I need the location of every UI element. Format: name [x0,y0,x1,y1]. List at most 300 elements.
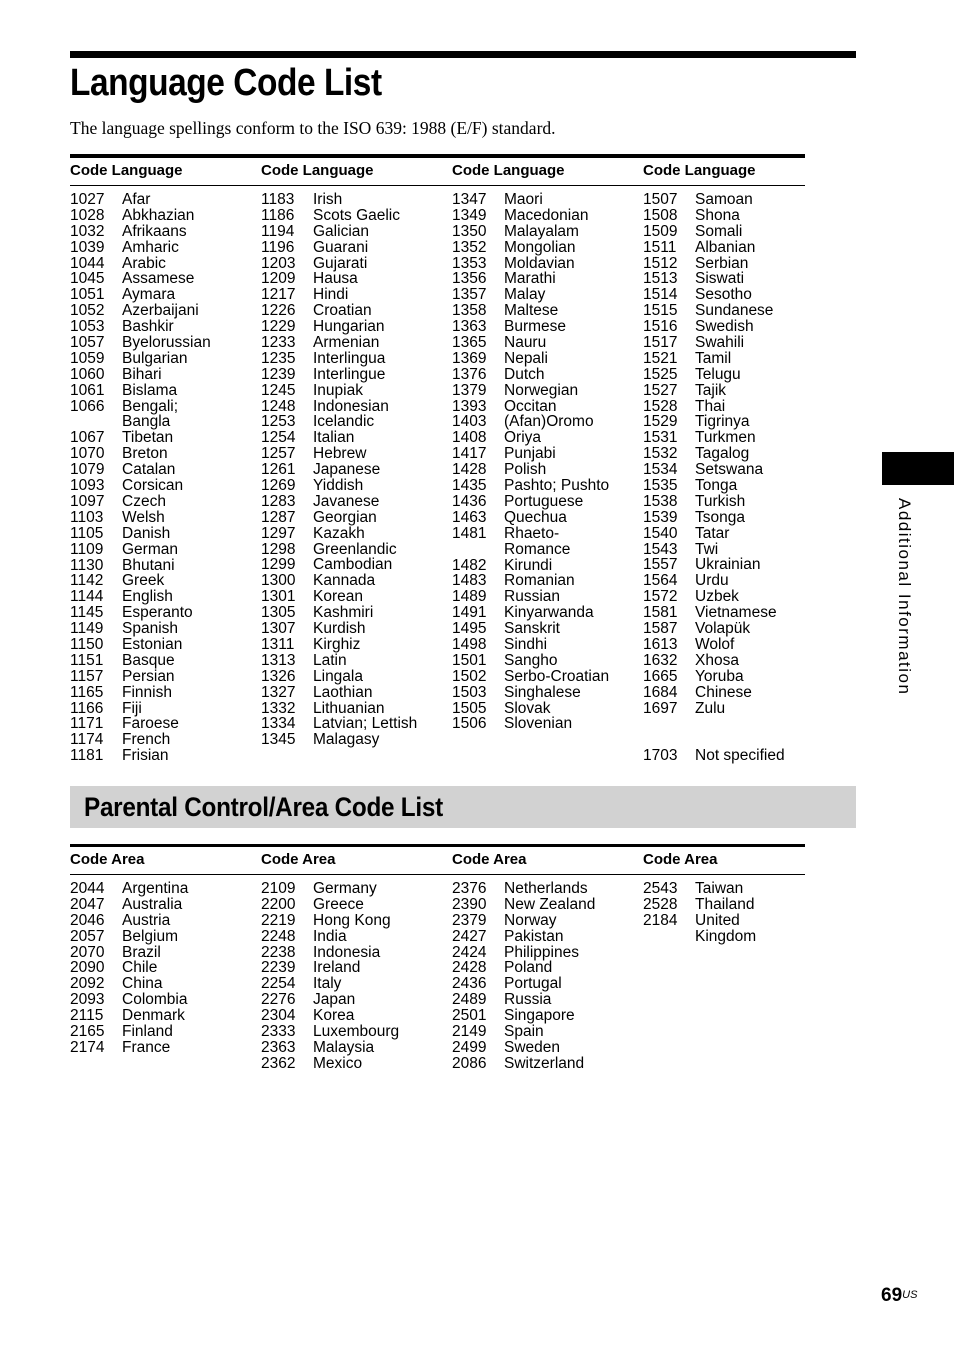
code-value: 2238 [261,943,296,961]
page-number-suffix: US [902,1289,918,1301]
code-value: 1581 [643,604,678,622]
code-value: 1557 [643,556,678,574]
code-value: 1435 [452,477,487,495]
code-value: 1528 [643,397,678,415]
name-value: New Zealand [504,895,596,913]
code-value: 1287 [261,508,296,526]
name-value: Hausa [313,270,358,288]
name-value: Catalan [122,461,176,479]
name-value: Persian [122,667,175,685]
name-value: Inupiak [313,381,363,399]
name-value: Tibetan [122,429,174,447]
name-value: Mexico [313,1054,363,1072]
name-value: Volapük [695,620,751,638]
code-value: 1196 [261,238,295,256]
name-value: Vietnamese [695,604,777,622]
code-value: 1297 [261,524,296,542]
code-value: 2174 [70,1038,105,1056]
code-value: 1061 [70,381,105,399]
name-value: Macedonian [504,206,589,224]
code-value: 1347 [452,191,487,208]
code-value: 1417 [452,445,487,463]
name-value: Lithuanian [313,699,385,717]
name-value: Telugu [695,365,741,383]
name-value: Twi [695,540,719,558]
code-value: 1044 [70,254,105,272]
code-value: 1305 [261,604,296,622]
name-value: Singhalese [504,683,581,701]
code-value: 1183 [261,191,295,208]
name-value: Kashmiri [313,604,374,622]
name-value: Yiddish [313,477,364,495]
code-value: 2086 [452,1054,487,1072]
name-value: Wolof [695,635,735,653]
code-value: 2093 [70,991,105,1009]
name-value: Australia [122,895,183,913]
page-title: Language Code List [70,62,382,104]
name-value: Korea [313,1007,355,1025]
name-value: German [122,540,178,558]
code-value: 1327 [261,683,296,701]
code-value: 2276 [261,991,296,1009]
code-value: 1109 [70,540,104,558]
code-value: 1498 [452,635,487,653]
code-value: 2501 [452,1007,487,1025]
code-value: 1059 [70,349,105,367]
name-value: Lingala [313,667,363,685]
name-value: Tamil [695,349,732,367]
code-value: 1489 [452,588,487,606]
name-value: Setswana [695,461,764,479]
name-value: United Kingdom [695,911,757,945]
name-value: Sangho [504,651,558,669]
code-value: 1517 [643,334,678,352]
name-value: Arabic [122,254,166,272]
code-value: 1514 [643,286,678,304]
column-header: Code Language [261,162,374,179]
name-value: Xhosa [695,651,739,669]
code-value: 2436 [452,975,487,993]
name-value: Singapore [504,1007,575,1025]
name-value: Basque [122,651,175,669]
code-value: 1369 [452,349,487,367]
name-value: Marathi [504,270,556,288]
name-value: Czech [122,492,166,510]
name-value: Pakistan [504,927,564,945]
name-value: Oriya [504,429,542,447]
code-value: 1509 [643,222,678,240]
name-value: Hong Kong [313,911,391,929]
code-value: 1300 [261,572,296,590]
code-value: 2109 [261,880,296,897]
code-value: 1365 [452,334,487,352]
code-value: 1516 [643,318,678,336]
table-top-rule [70,154,805,158]
name-value: Frisian [122,747,169,765]
code-value: 1521 [643,349,678,367]
name-value: Croatian [313,302,372,320]
name-value: Russian [504,588,560,606]
code-value: 1209 [261,270,296,288]
name-value: Greece [313,895,364,913]
code-value: 1070 [70,445,105,463]
table-top-rule [70,844,805,847]
name-value: Danish [122,524,171,542]
name-value: Italian [313,429,355,447]
code-value: 1357 [452,286,487,304]
name-value: Siswati [695,270,745,288]
code-value: 1495 [452,620,487,638]
code-value: 1393 [452,397,487,415]
name-value: Belgium [122,927,178,945]
name-value: Moldavian [504,254,575,272]
name-value: Kannada [313,572,376,590]
code-value: 1534 [643,461,678,479]
code-value: 1505 [452,699,487,717]
code-value: 1254 [261,429,296,447]
code-value: 1166 [70,699,104,717]
code-value: 2219 [261,911,296,929]
name-value: Indonesian [313,397,389,415]
code-value: 1379 [452,381,487,399]
code-value: 1067 [70,429,105,447]
code-value: 1532 [643,445,678,463]
code-value: 1313 [261,651,296,669]
code-value: 2092 [70,975,105,993]
code-value: 2528 [643,895,678,913]
code-value: 1527 [643,381,678,399]
name-value: Icelandic [313,413,375,431]
name-value: Laothian [313,683,373,701]
code-value: 1045 [70,270,105,288]
name-value: Fiji [122,699,142,717]
name-value: Faroese [122,715,179,733]
code-value: 1283 [261,492,296,510]
code-value: 1105 [70,524,104,542]
name-value: English [122,588,173,606]
name-value: Javanese [313,492,380,510]
name-value: Dutch [504,365,545,383]
name-value: Slovak [504,699,551,717]
code-value: 1229 [261,318,296,336]
code-value: 1053 [70,318,105,336]
name-value: Afrikaans [122,222,187,240]
name-value: Malagasy [313,731,380,749]
name-value: Tatar [695,524,730,542]
name-value: Pashto; Pushto [504,477,610,495]
code-value: 1515 [643,302,678,320]
name-value: Italy [313,975,342,993]
name-value: Quechua [504,508,567,526]
code-value: 1703 [643,747,678,765]
side-tab-label: Additional Information [895,498,914,696]
name-value: Abkhazian [122,206,195,224]
code-value: 1217 [261,286,296,304]
column-header: Code Area [643,851,718,868]
code-value: 1503 [452,683,487,701]
code-value: 2057 [70,927,105,945]
code-value: 1481 [452,524,487,542]
code-value: 1334 [261,715,296,733]
name-value: Slovenian [504,715,573,733]
code-value: 2070 [70,943,105,961]
code-value: 1151 [70,651,104,669]
code-value: 1491 [452,604,487,622]
code-value: 1352 [452,238,487,256]
name-value: Kazakh [313,524,365,542]
name-value: Occitan [504,397,557,415]
code-value: 2427 [452,927,487,945]
name-value: Poland [504,959,553,977]
code-value: 1587 [643,620,678,638]
code-value: 1165 [70,683,104,701]
section-title: Parental Control/Area Code List [84,792,443,822]
code-value: 1511 [643,238,677,256]
page-number [881,1285,917,1307]
code-value: 1052 [70,302,105,320]
code-value: 1144 [70,588,104,606]
name-value: Kurdish [313,620,366,638]
code-value: 1376 [452,365,487,383]
name-value: Corsican [122,477,184,495]
code-value: 1027 [70,191,105,208]
name-value: Armenian [313,334,380,352]
name-value: Serbian [695,254,749,272]
name-value: Austria [122,911,171,929]
name-value: Russia [504,991,552,1009]
code-value: 1358 [452,302,487,320]
name-value: Welsh [122,508,165,526]
code-value: 2184 [643,911,678,929]
code-value: 1543 [643,540,678,558]
name-value: India [313,927,347,945]
code-value: 2428 [452,959,487,977]
name-value: Urdu [695,572,729,590]
code-value: 1525 [643,365,678,383]
name-value: Greek [122,572,165,590]
name-value: Aymara [122,286,176,304]
name-value: Breton [122,445,168,463]
name-value: Japanese [313,461,381,479]
name-value: Sundanese [695,302,774,320]
name-value: France [122,1038,171,1056]
name-value: Sesotho [695,286,752,304]
name-value: Portuguese [504,492,584,510]
name-value: Irish [313,191,343,208]
name-value: Somali [695,222,743,240]
name-value: Kirghiz [313,635,361,653]
code-value: 1513 [643,270,678,288]
name-value: Sanskrit [504,620,560,638]
intro-text: The language spellings conform to the ISO 639: 1988 (E/F) standard. [70,118,556,138]
code-value: 2165 [70,1023,105,1041]
name-value: Malayalam [504,222,579,240]
name-value: Albanian [695,238,756,256]
code-value: 1506 [452,715,487,733]
code-value: 1226 [261,302,296,320]
code-value: 1039 [70,238,105,256]
code-value: 1079 [70,461,105,479]
code-value: 1564 [643,572,678,590]
code-value: 1529 [643,413,678,431]
code-value: 2543 [643,880,678,897]
name-value: Norway [504,911,557,929]
name-value: Galician [313,222,369,240]
name-value: Bihari [122,365,162,383]
name-value: Malay [504,286,546,304]
name-value: Guarani [313,238,369,256]
code-value: 2200 [261,895,296,913]
code-value: 2046 [70,911,105,929]
code-value: 1093 [70,477,105,495]
name-value: Polish [504,461,547,479]
name-value: Philippines [504,943,579,961]
name-value: Malaysia [313,1038,375,1056]
name-value: Sweden [504,1038,561,1056]
name-value: Korean [313,588,363,606]
name-value: Portugal [504,975,562,993]
code-value: 1463 [452,508,487,526]
name-value: Maltese [504,302,559,320]
name-value: Interlingua [313,349,386,367]
code-value: 2248 [261,927,296,945]
code-value: 1253 [261,413,296,431]
name-value: Norwegian [504,381,579,399]
name-value: Cambodian [313,556,393,574]
code-value: 2115 [70,1007,104,1025]
name-value: Bulgarian [122,349,188,367]
code-value: 1051 [70,286,105,304]
code-value: 2333 [261,1023,296,1041]
code-value: 1508 [643,206,678,224]
code-value: 1540 [643,524,678,542]
name-value: Romanian [504,572,575,590]
area-code-table [70,844,805,1084]
name-value: (Afan)Oromo [504,413,594,431]
code-value: 1353 [452,254,487,272]
name-value: Bengali; Bangla [122,397,179,431]
name-value: Rhaeto- Romance [504,524,571,558]
name-value: Afar [122,191,151,208]
name-value: Brazil [122,943,161,961]
name-value: Latvian; Lettish [313,715,418,733]
code-value: 1356 [452,270,487,288]
name-value: Kinyarwanda [504,604,594,622]
code-value: 1403 [452,413,487,431]
name-value: Scots Gaelic [313,206,401,224]
code-value: 2239 [261,959,296,977]
name-value: Hindi [313,286,349,304]
name-value: Serbo-Croatian [504,667,610,685]
code-value: 1060 [70,365,105,383]
name-value: Nauru [504,334,547,352]
code-value: 1572 [643,588,678,606]
name-value: Hebrew [313,445,367,463]
name-value: Kirundi [504,556,553,574]
column-header: Code Language [452,162,565,179]
code-value: 1512 [643,254,678,272]
code-value: 1428 [452,461,487,479]
code-value: 1408 [452,429,487,447]
code-value: 1531 [643,429,678,447]
name-value: Gujarati [313,254,368,272]
code-value: 1186 [261,206,295,224]
code-value: 2090 [70,959,105,977]
name-value: Bislama [122,381,178,399]
code-value: 1299 [261,556,296,574]
code-value: 1301 [261,588,296,606]
name-value: Uzbek [695,588,739,606]
code-value: 1174 [70,731,104,749]
code-value: 1150 [70,635,104,653]
code-value: 2424 [452,943,487,961]
code-value: 1181 [70,747,104,765]
code-value: 1157 [70,667,104,685]
code-value: 1257 [261,445,296,463]
code-value: 1203 [261,254,296,272]
name-value: Shona [695,206,740,224]
code-value: 1103 [70,508,104,526]
name-value: Thailand [695,895,755,913]
name-value: Mongolian [504,238,576,256]
name-value: Denmark [122,1007,185,1025]
name-value: Swahili [695,334,745,352]
name-value: Greenlandic [313,540,397,558]
name-value: Luxembourg [313,1023,400,1041]
page-number-value: 69 [881,1285,903,1306]
name-value: Switzerland [504,1054,585,1072]
name-value: Esperanto [122,604,193,622]
code-value: 1239 [261,365,296,383]
name-value: Tajik [695,381,727,399]
name-value: Zulu [695,699,726,717]
name-value: Ireland [313,959,361,977]
code-value: 1145 [70,604,104,622]
code-value: 1311 [261,635,295,653]
name-value: Sindhi [504,635,548,653]
code-value: 1538 [643,492,678,510]
name-value: Germany [313,880,377,897]
code-value: 1501 [452,651,487,669]
code-value: 1507 [643,191,678,208]
code-value: 1142 [70,572,104,590]
name-value: Japan [313,991,356,1009]
code-value: 2254 [261,975,296,993]
name-value: Turkmen [695,429,756,447]
code-value: 1332 [261,699,296,717]
code-value: 2376 [452,880,487,897]
code-value: 2362 [261,1054,296,1072]
name-value: China [122,975,163,993]
code-value: 1665 [643,667,678,685]
name-value: Colombia [122,991,188,1009]
code-value: 1483 [452,572,487,590]
column-header: Code Area [261,851,336,868]
code-value: 1482 [452,556,487,574]
code-value: 2499 [452,1038,487,1056]
column-header: Code Area [452,851,527,868]
code-value: 1233 [261,334,296,352]
name-value: Azerbaijani [122,302,199,320]
language-code-table [70,154,805,774]
name-value: Tonga [695,477,738,495]
code-value: 1684 [643,683,678,701]
name-value: Finnish [122,683,172,701]
code-value: 1632 [643,651,678,669]
code-value: 1057 [70,334,105,352]
code-value: 1539 [643,508,678,526]
code-value: 1350 [452,222,487,240]
